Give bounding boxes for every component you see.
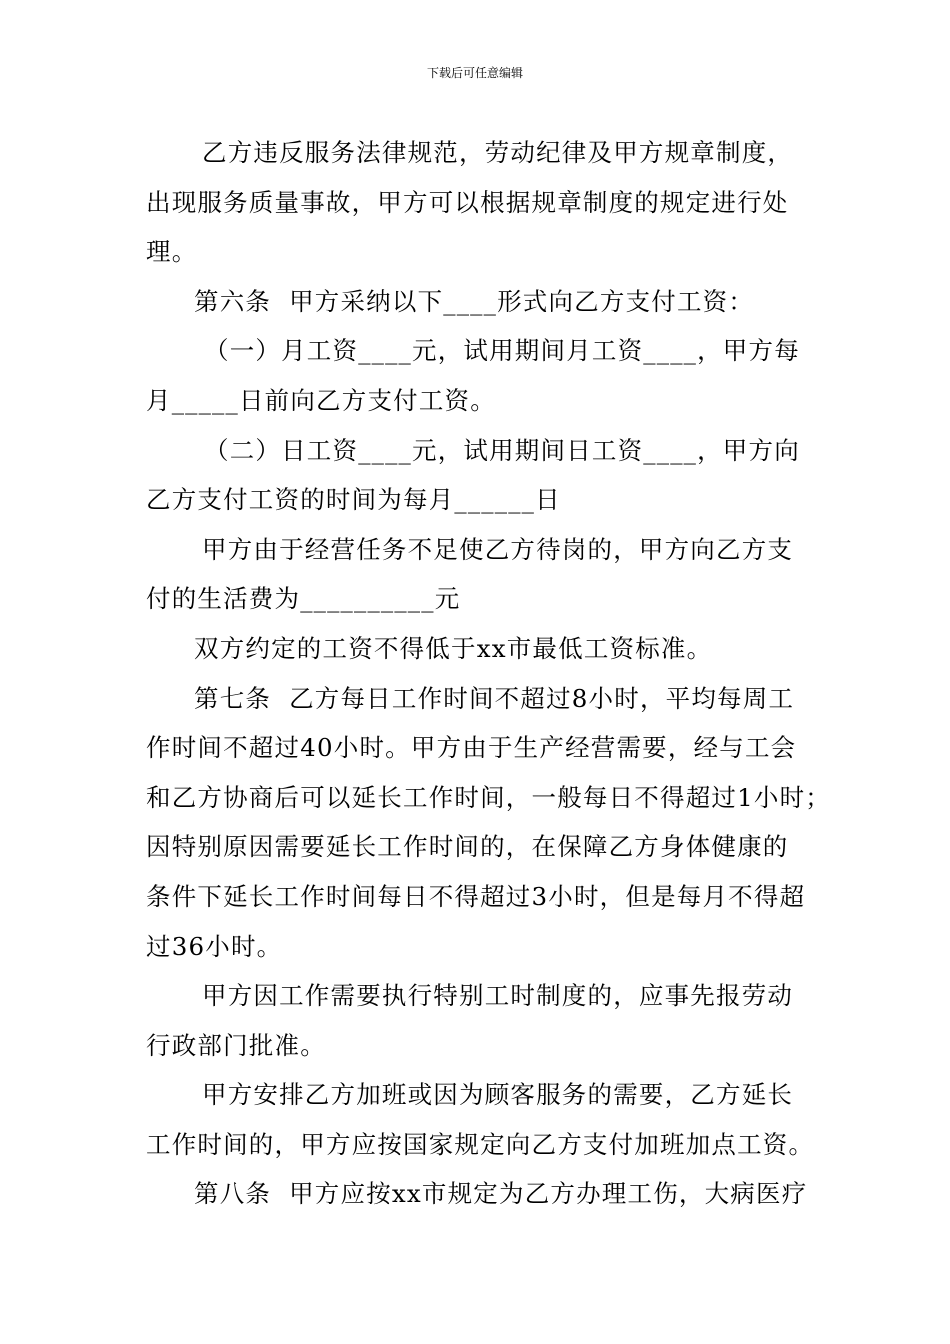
- text-line: 因特别原因需要延长工作时间的，在保障乙方身体健康的: [146, 832, 789, 862]
- text-line: 双方约定的工资不得低于xx市最低工资标准。: [194, 633, 713, 663]
- text-line: 和乙方协商后可以延长工作时间，一般每日不得超过1小时；: [146, 782, 831, 812]
- text-line: 理。: [146, 237, 198, 267]
- text-line: 月_____日前向乙方支付工资。: [146, 385, 496, 415]
- text-line: 乙方违反服务法律规范，劳动纪律及甲方规章制度，: [202, 138, 794, 167]
- text-line: 第七条 乙方每日工作时间不超过8小时，平均每周工: [194, 683, 795, 713]
- text-line: 甲方由于经营任务不足使乙方待岗的，甲方向乙方支: [202, 534, 794, 564]
- text-line: 乙方支付工资的时间为每月______日: [146, 485, 561, 515]
- text-line: （一）月工资____元，试用期间月工资____，甲方每: [204, 336, 800, 366]
- text-line: 行政部门批准。: [146, 1030, 326, 1060]
- text-line: 第八条 甲方应按xx市规定为乙方办理工伤，大病医疗: [194, 1179, 808, 1209]
- text-line: 工作时间的，甲方应按国家规定向乙方支付加班加点工资。: [146, 1129, 815, 1159]
- text-line: 付的生活费为__________元: [146, 584, 461, 614]
- document-body: [146, 128, 831, 1219]
- text-line: 出现服务质量事故，甲方可以根据规章制度的规定进行处: [146, 187, 789, 217]
- text-line: （二）日工资____元，试用期间日工资____，甲方向: [204, 435, 800, 465]
- text-line: 甲方因工作需要执行特别工时制度的，应事先报劳动: [202, 981, 794, 1011]
- text-line: 甲方安排乙方加班或因为顾客服务的需要，乙方延长: [202, 1080, 794, 1110]
- text-line: 过36小时。: [146, 931, 283, 961]
- text-line: 作时间不超过40小时。甲方由于生产经营需要，经与工会: [146, 733, 797, 763]
- text-line: 第六条 甲方采纳以下____形式向乙方支付工资：: [194, 286, 755, 316]
- text-line: 条件下延长工作时间每日不得超过3小时，但是每月不得超: [146, 881, 806, 911]
- page-header: 下载后可任意编辑: [426, 66, 523, 80]
